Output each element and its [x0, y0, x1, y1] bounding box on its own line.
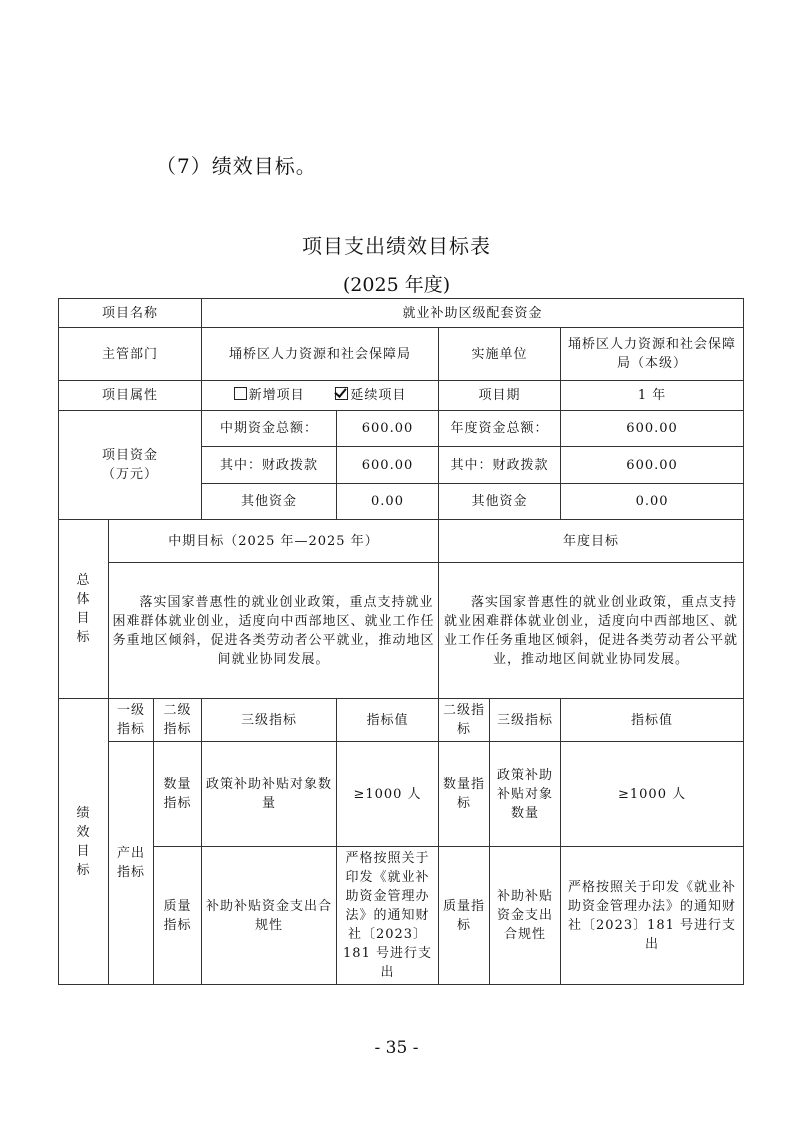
mid-fiscal-label: 其中：财政拨款	[202, 447, 337, 484]
page-number: - 35 -	[374, 1038, 419, 1058]
table-title: 项目支出绩效目标表	[302, 234, 491, 258]
continued-project-label: 延续项目	[350, 388, 407, 403]
performance-goal-table	[58, 298, 744, 985]
row2-value: 严格按照关于印发《就业补助资金管理办法》的通知财社〔2023〕181 号进行支出	[337, 847, 439, 985]
row2-valueb: 严格按照关于印发《就业补助资金管理办法》的通知财社〔2023〕181 号进行支出	[561, 847, 744, 985]
mid-total-label: 中期资金总额：	[202, 411, 337, 447]
funds-label	[59, 411, 202, 520]
overall-label-char: 目	[76, 611, 91, 626]
row2-level3: 补助补贴资金支出合规性	[202, 847, 337, 985]
perf-label-char: 目	[76, 843, 91, 859]
year-fiscal-value: 600.00	[561, 447, 744, 484]
mid-goal-paragraph: 落实国家普惠性的就业创业政策，重点支持就业困难群体就业创业，适度向中西部地区、就业工作任务重地区倾斜，促进各类劳动者公平就业，推动地区间就业协同发展。	[112, 594, 435, 667]
col-valueb-header: 指标值	[561, 699, 744, 742]
col-level2b-header: 二级指标	[439, 699, 490, 742]
col-value-header: 指标值	[337, 699, 439, 742]
col-level1-header: 一级指标	[109, 699, 154, 742]
col-level3-header: 三级指标	[202, 699, 337, 742]
overall-label-char: 标	[76, 630, 91, 645]
dept-value: 埇桥区人力资源和社会保障局	[202, 328, 439, 381]
mid-other-label: 其他资金	[202, 484, 337, 520]
table-subtitle: (2025 年度)	[342, 274, 451, 296]
year-other-label: 其他资金	[439, 484, 561, 520]
row2-level3b: 补助补贴资金支出合规性	[490, 847, 561, 985]
impl-label: 实施单位	[439, 328, 561, 381]
attr-options	[202, 381, 439, 411]
perf-goal-label	[59, 699, 109, 985]
overall-goal-label	[59, 520, 109, 699]
col-level3b-header: 三级指标	[490, 699, 561, 742]
mid-total-value: 600.00	[337, 411, 439, 447]
row2-level2b: 质量指标	[439, 847, 490, 985]
year-other-value: 0.00	[561, 484, 744, 520]
year-goal-text	[439, 563, 744, 699]
continued-project-checkbox	[335, 387, 348, 400]
overall-label-char: 体	[76, 592, 91, 607]
overall-label-char: 总	[76, 573, 91, 588]
row1-valueb: ≥1000 人	[561, 742, 744, 847]
mid-goal-header: 中期目标（2025 年—2025 年）	[109, 520, 439, 563]
project-name-value: 就业补助区级配套资金	[202, 299, 744, 328]
row1-value: ≥1000 人	[337, 742, 439, 847]
year-total-value: 600.00	[561, 411, 744, 447]
mid-goal-text	[109, 563, 439, 699]
period-value: 1 年	[561, 381, 744, 411]
row1-level2b: 数量指标	[439, 742, 490, 847]
funds-unit-text: （万元）	[102, 467, 159, 482]
attr-label: 项目属性	[59, 381, 202, 411]
perf-label-char: 标	[76, 862, 91, 878]
year-fiscal-label: 其中：财政拨款	[439, 447, 561, 484]
period-label: 项目期	[439, 381, 561, 411]
mid-other-value: 0.00	[337, 484, 439, 520]
mid-fiscal-value: 600.00	[337, 447, 439, 484]
col-level2-header: 二级指标	[154, 699, 202, 742]
new-project-checkbox	[234, 387, 247, 400]
year-goal-paragraph: 落实国家普惠性的就业创业政策，重点支持就业困难群体就业创业，适度向中西部地区、就业工作任务重地区倾斜，促进各类劳动者公平就业，推动地区间就业协同发展。	[444, 594, 739, 667]
row2-level2: 质量指标	[154, 847, 202, 985]
year-goal-header: 年度目标	[439, 520, 744, 563]
dept-label: 主管部门	[59, 328, 202, 381]
new-project-label: 新增项目	[248, 388, 305, 403]
year-total-label: 年度资金总额：	[439, 411, 561, 447]
output-indicator-label: 产出指标	[109, 742, 154, 985]
section-heading: （7）绩效目标。	[156, 154, 317, 178]
row1-level3: 政策补助补贴对象数量	[202, 742, 337, 847]
impl-value: 埇桥区人力资源和社会保障局（本级）	[561, 328, 744, 381]
perf-label-char: 绩	[76, 805, 91, 821]
funds-label-text: 项目资金	[102, 448, 159, 463]
project-name-label: 项目名称	[59, 299, 202, 328]
perf-label-char: 效	[76, 824, 91, 840]
row1-level2: 数量指标	[154, 742, 202, 847]
row1-level3b: 政策补助补贴对象数量	[490, 742, 561, 847]
